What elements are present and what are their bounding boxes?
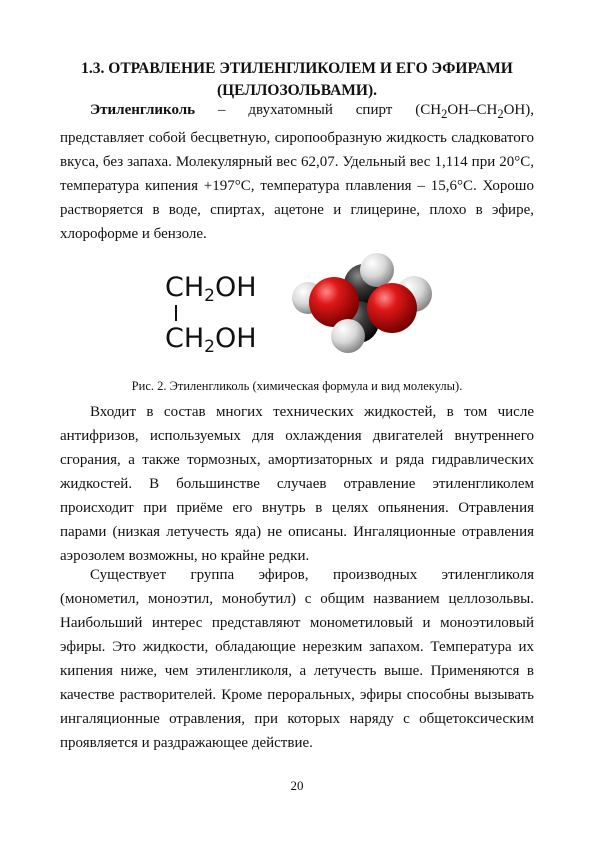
p1-formula-mid: OH–CH bbox=[447, 102, 498, 118]
formula-bottom-ch: CH bbox=[165, 323, 205, 354]
paragraph-usage bbox=[60, 400, 534, 568]
p2-text: Входит в состав многих технических жидкостей, в том числе антифризов, используемых для охлаждения двигателей внутреннего сгорания, а также тормозных, амортизаторных и ряда гидравлических жидкостей. В большинстве случаев отравление этиленгликолем происходит при приёме его внутрь в целях опьянения. Отравления парами (низкая летучесть яда) не описаны. Ингаляционные отравления аэрозолем возможны, но крайне редки. bbox=[60, 404, 534, 564]
p3-text: Существует группа эфиров, производных этиленгликоля (монометил, моноэтил, монобутил) с общим названием целлозольвы. Наибольший интерес представляют монометиловый и моноэтиловый эфиры. Это жидкости, обладающие нерезким запахом. Температура их кипения ниже, чем этиленгликоля, а летучесть выше. Применяются в качестве растворителей. Кроме пероральных, эфиры способны вызывать ингаляционные отравления, при которых наряду с общетоксическим проявляется и раздражающее действие. bbox=[60, 567, 534, 751]
figure-caption: Рис. 2. Этиленгликоль (химическая формула и вид молекулы). bbox=[131, 379, 463, 393]
hydrogen-atom-icon bbox=[331, 319, 365, 353]
formula-top-group bbox=[165, 270, 257, 305]
p1-formula-sub-2: 2 bbox=[497, 107, 504, 121]
p1-body: представляет собой бесцветную, сиропообразную жидкость сладковатого вкуса, без запаха. Молекулярный вес 62,07. Удельный вес 1,114 при 20°C, температура кипения +197°C, температура плавления – 15,6°C. Хорошо растворяется в воде, спиртах, ацетоне и глицерине, плохо в эфире, хлороформе и бензоле. bbox=[60, 130, 534, 242]
formula-bond-line bbox=[175, 305, 177, 321]
section-heading-line-1: 1.3. ОТРАВЛЕНИЕ ЭТИЛЕНГЛИКОЛЕМ И ЕГО ЭФИРАМИ bbox=[81, 60, 513, 77]
formula-bottom-oh: OH bbox=[214, 323, 257, 354]
section-heading bbox=[60, 58, 534, 102]
formula-bottom-subscript: 2 bbox=[204, 337, 215, 357]
page-number: 20 bbox=[290, 778, 304, 793]
formula-top-oh: OH bbox=[214, 272, 257, 303]
p1-formula-sub-1: 2 bbox=[441, 107, 448, 121]
term-ethylene-glycol: Этиленгликоль bbox=[90, 102, 196, 118]
hydrogen-atom-icon bbox=[360, 253, 394, 287]
oxygen-atom-icon bbox=[367, 283, 417, 333]
paragraph-ethers bbox=[60, 563, 534, 755]
paragraph-ethylene-glycol-description bbox=[60, 98, 534, 246]
p1-intro: – двухатомный спирт (CH bbox=[195, 102, 442, 118]
formula-top-subscript: 2 bbox=[204, 286, 215, 306]
molecule-space-filling-model bbox=[282, 252, 442, 360]
p1-formula-end: OH), bbox=[503, 102, 534, 118]
figure-ethylene-glycol bbox=[0, 252, 594, 360]
section-heading-line-2: (ЦЕЛЛОЗОЛЬВАМИ). bbox=[216, 82, 378, 99]
structural-formula bbox=[165, 270, 257, 356]
formula-bottom-group bbox=[165, 321, 257, 356]
formula-top-ch: CH bbox=[165, 272, 205, 303]
